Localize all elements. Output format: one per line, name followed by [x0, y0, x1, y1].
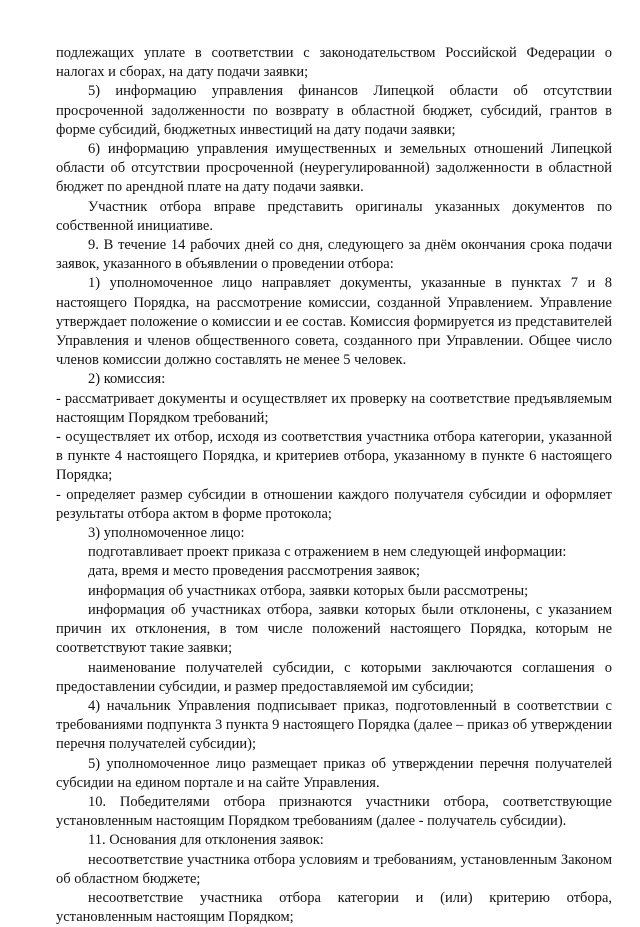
paragraph-9-5-publication: 5) уполномоченное лицо размещает приказ об утверждении перечня получателей субсидии на едином портале и на сайте Управления.: [56, 755, 612, 791]
paragraph-item-5-finance-info: 5) информацию управления финансов Липецкой области об отсутствии просроченной задолженности по возврату в областной бюджет, субсидий, грантов в форме субсидий, бюджетных инвестиций на дату подачи заявки;: [56, 83, 612, 138]
paragraph-section-11: 11. Основания для отклонения заявок:: [88, 832, 324, 849]
paragraph-9-2-commission: 2) комиссия:: [88, 371, 166, 388]
paragraph-section-9: 9. В течение 14 рабочих дней со дня, следующего за днём окончания срока подачи заявок, указанного в объявлении о проведении отбора:: [56, 237, 612, 273]
paragraph-commission-amount: - определяет размер субсидии в отношении каждого получателя субсидии и оформляет результаты отбора актом в форме протокола;: [56, 486, 612, 522]
document-page: [56, 44, 612, 927]
paragraph-tax-continuation: подлежащих уплате в соответствии с законодательством Российской Федерации о налогах и сборах, на дату подачи заявки;: [56, 45, 612, 81]
paragraph-order-date-place: дата, время и место проведения рассмотрения заявок;: [88, 563, 421, 580]
paragraph-order-recipients: наименование получателей субсидии, с которыми заключаются соглашения о предоставлении субсидии, и размер предоставляемой им субсидии;: [56, 659, 612, 695]
paragraph-commission-review: - рассматривает документы и осуществляет их проверку на соответствие предъявляемым настоящим Порядком требований;: [56, 390, 612, 426]
paragraph-section-10: 10. Победителями отбора признаются участники отбора, соответствующие установленным настоящим Порядком требованиям (далее - получатель субсидии).: [56, 793, 612, 830]
paragraph-9-3-authorized-person: 3) уполномоченное лицо:: [88, 525, 245, 542]
paragraph-order-rejected: информация об участниках отбора, заявки которых были отклонены, с указанием причин их отклонения, в том числе положений настоящего Порядка, которым не соответствуют такие заявки;: [56, 601, 612, 657]
paragraph-commission-selection: - осуществляет их отбор, исходя из соответствия участника отбора категории, указанной в пункте 4 настоящего Порядка, и критериев отбора, указанному в пункте 6 настоящего Порядка;: [56, 429, 612, 484]
paragraph-9-4-head-signs: 4) начальник Управления подписывает приказ, подготовленный в соответствии с требованиями подпункта 3 пункта 9 настоящего Порядка (далее – приказ об утверждении перечня получателей субсидии);: [56, 697, 612, 753]
paragraph-originals-right: Участник отбора вправе представить оригиналы указанных документов по собственной инициативе.: [56, 198, 612, 234]
paragraph-order-draft: подготавливает проект приказа с отражением в нем следующей информации:: [88, 544, 567, 561]
paragraph-item-6-property-info: 6) информацию управления имущественных и земельных отношений Липецкой области об отсутствии просроченной (неурегулированной) задолженности в областной бюджет по арендной плате на дату подачи заявки.: [56, 141, 612, 196]
paragraph-9-1-authorized-person: 1) уполномоченное лицо направляет документы, указанные в пунктах 7 и 8 настоящего Порядка, на рассмотрение комиссии, созданной Управлением. Управление утверждает положение о комиссии и ее состав. Комиссия формируется из представителей Управления и членов общественного совета, созданного при Управлении. Общее число членов комиссии должно составлять не менее 5 человек.: [56, 275, 612, 369]
paragraph-rejection-reason-1: несоответствие участника отбора условиям и требованиям, установленным Законом об областном бюджете;: [56, 851, 612, 887]
paragraph-rejection-reason-2: несоответствие участника отбора категории и (или) критерию отбора, установленным настоящим Порядком;: [56, 889, 612, 926]
paragraph-order-reviewed: информация об участниках отбора, заявки которых были рассмотрены;: [88, 582, 529, 599]
